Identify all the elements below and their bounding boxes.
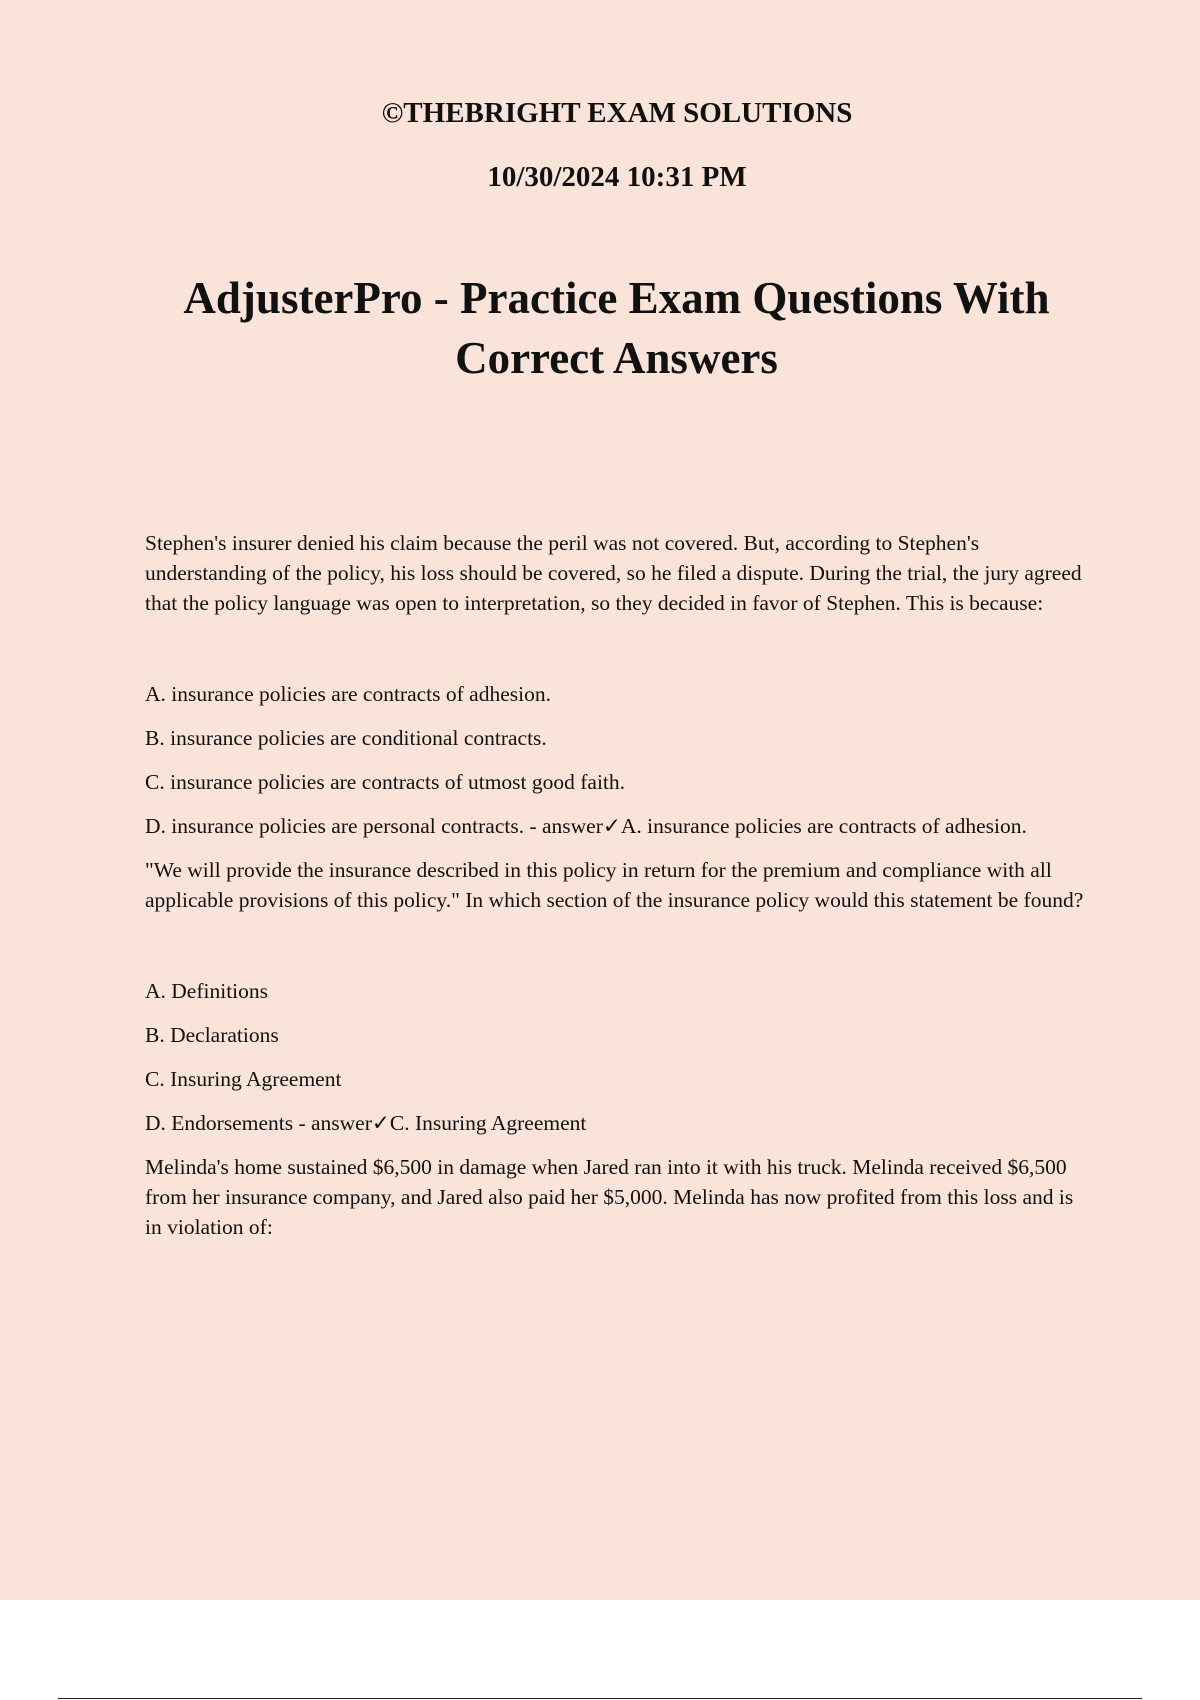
question-text: Melinda's home sustained $6,500 in damage when Jared ran into it with his truck. Melinda received $6,500 from her insurance company, and Jared also paid her $5,000. Melinda has now profited from this loss and is in violation of: (145, 1155, 1074, 1239)
answer-option: B. insurance policies are conditional contracts. (145, 726, 547, 750)
timestamp-header: 10/30/2024 10:31 PM (487, 161, 747, 193)
question-1 (145, 528, 1095, 841)
questions-list (145, 528, 1095, 1242)
answer-option: C. insurance policies are contracts of utmost good faith. (145, 770, 626, 794)
question-text: Stephen's insurer denied his claim because the peril was not covered. But, according to Stephen's understanding of the policy, his loss should be covered, so he filed a dispute. During the trial, the jury agreed that the policy language was open to interpretation, so they decided in favor of Stephen. This is because: (145, 531, 1082, 615)
answer-option-with-answer: D. Endorsements - answer✓C. Insuring Agreement (145, 1111, 587, 1135)
question-3 (145, 1152, 1095, 1242)
answer-option: C. Insuring Agreement (145, 1067, 342, 1091)
brand-header: ©THEBRIGHT EXAM SOLUTIONS (381, 97, 853, 129)
question-2 (145, 855, 1095, 1138)
answer-option-with-answer: D. insurance policies are personal contracts. - answer✓A. insurance policies are contracts of adhesion. (145, 814, 1027, 838)
question-text: "We will provide the insurance described in this policy in return for the premium and compliance with all applicable provisions of this policy." In which section of the insurance policy would this statement be found? (145, 858, 1084, 912)
answer-option: A. insurance policies are contracts of adhesion. (145, 682, 551, 706)
document-title: AdjusterPro - Practice Exam Questions With Correct Answers (183, 273, 1050, 383)
answer-option: A. Definitions (145, 979, 269, 1003)
answer-option: B. Declarations (145, 1023, 279, 1047)
footer-divider (58, 1698, 1142, 1699)
